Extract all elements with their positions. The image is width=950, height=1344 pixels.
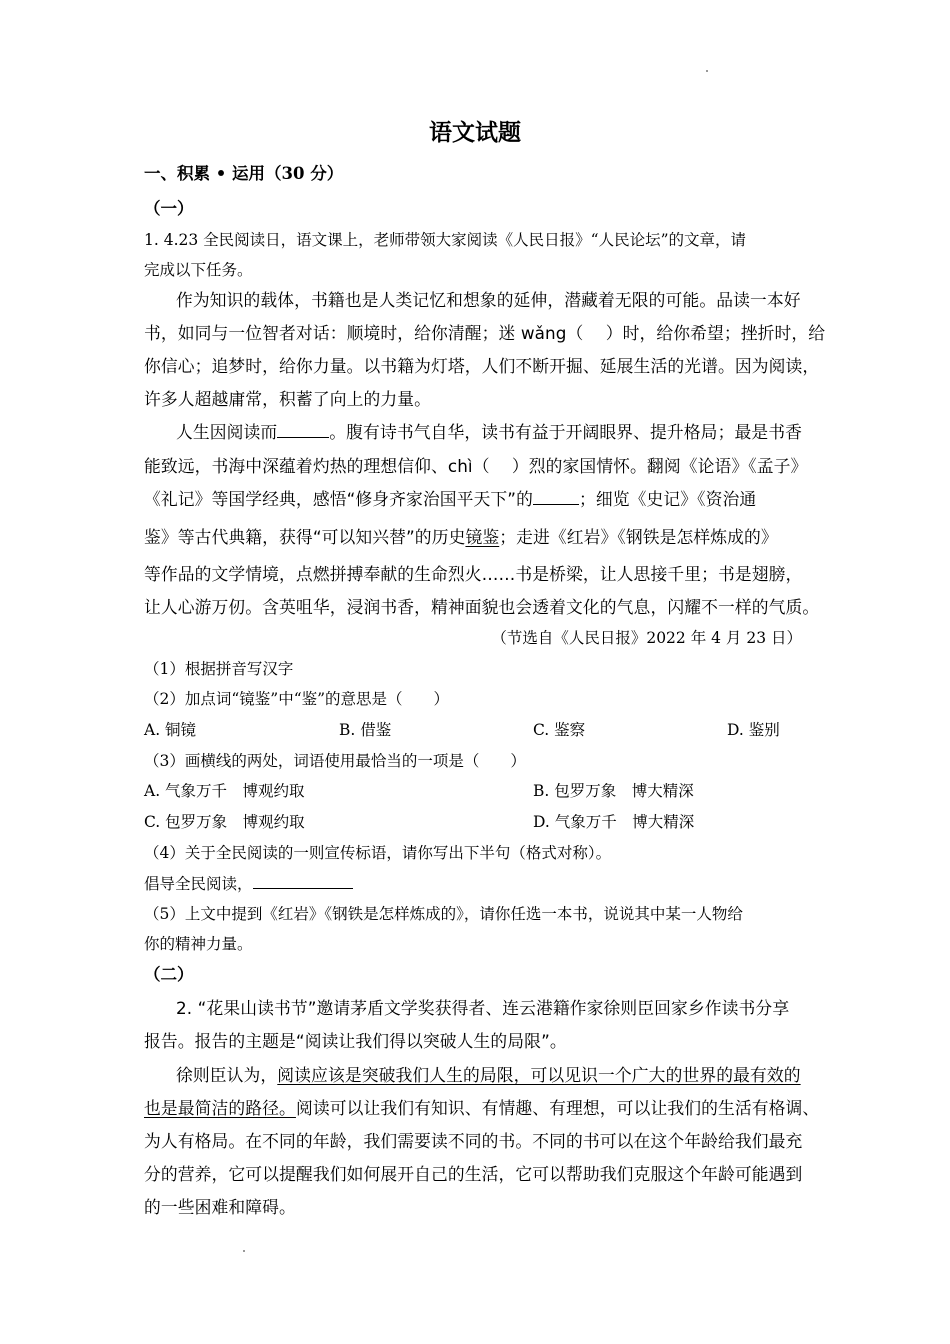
passage-line: [144, 524, 778, 548]
question-intro: 2. “花果山读书节”邀请茅盾文学奖获得者、连云港籍作家徐则臣回家乡作读书分享: [176, 998, 790, 1018]
page-mark: [706, 70, 708, 72]
section-heading: 一、积累 • 运用（30 分）: [144, 164, 344, 183]
slogan-line: [144, 872, 353, 894]
fill-blank-2: [533, 490, 579, 505]
page-title: 语文试题: [429, 119, 521, 146]
part-label: （一）: [144, 199, 194, 218]
option-c: C. 鉴察: [533, 721, 586, 739]
sub-question-1: （1）根据拼音写汉字: [144, 660, 294, 678]
passage-line: [176, 1062, 801, 1086]
passage-line: 让人心游万仞。含英咀华，浸润书香，精神面貌也会透着文化的气息，闪耀不一样的气质。: [144, 597, 820, 617]
option-d: D. 鉴别: [727, 721, 780, 739]
sub-question-4: （4）关于全民阅读的一则宣传标语，请你写出下半句（格式对称）。: [144, 844, 612, 862]
sub-question-5: 你的精神力量。: [144, 935, 253, 953]
passage-line: 能致远，书海中深蕴着灼热的理想信仰、chì（ ）烈的家国情怀。翻阅《论语》《孟子》: [144, 456, 808, 476]
passage-text: 徐则臣认为，: [176, 1065, 278, 1085]
slogan-prompt: 倡导全民阅读，: [144, 875, 253, 893]
passage-line: 为人有格局。在不同的年龄，我们需要读不同的书。不同的书可以在这个年龄给我们最充: [144, 1131, 803, 1151]
option-d: D. 气象万千 博大精深: [533, 813, 695, 831]
passage-text: 《礼记》等国学经典，感悟“修身齐家治国平天下”的: [144, 489, 533, 509]
passage-line: 分的营养，它可以提醒我们如何展开自己的生活，它可以帮助我们克服这个年龄可能遇到: [144, 1164, 803, 1184]
passage-source: （节选自《人民日报》2022 年 4 月 23 日）: [491, 629, 802, 647]
passage-line: 许多人超越庸常，积蓄了向上的力量。: [144, 389, 431, 409]
passage-line: [176, 419, 802, 443]
passage-text: 鉴》等古代典籍，获得“可以知兴替”的历史: [144, 527, 466, 547]
option-b: B. 包罗万象 博大精深: [533, 782, 694, 800]
passage-line: 你信心；追梦时，给你力量。以书籍为灯塔，人们不断开掘、延展生活的光谱。因为阅读，: [144, 356, 820, 376]
answer-blank: [253, 874, 353, 889]
option-a: A. 铜镜: [144, 721, 197, 739]
passage-line: 等作品的文学情境，点燃拼搏奉献的生命烈火……书是桥梁，让人思接千里；书是翅膀，: [144, 564, 803, 584]
question-intro: 报告。报告的主题是“阅读让我们得以突破人生的局限”。: [144, 1031, 567, 1051]
option-a: A. 气象万千 博观约取: [144, 782, 305, 800]
passage-line: 书，如同与一位智者对话：顺境时，给你清醒；迷 wǎng（ ）时，给你希望；挫折时，给: [144, 323, 826, 343]
question-intro: 1. 4.23 全民阅读日，语文课上，老师带领大家阅读《人民日报》“人民论坛”的文章，请: [144, 231, 747, 249]
sub-question-5: （5）上文中提到《红岩》《钢铁是怎样炼成的》，请你任选一本书，说说其中某一人物给: [144, 905, 743, 923]
page-mark: [243, 1250, 245, 1252]
passage-text: ；细览《史记》《资治通: [578, 489, 757, 509]
option-b: B. 借鉴: [339, 721, 392, 739]
passage-line: 作为知识的载体，书籍也是人类记忆和想象的延伸，潜藏着无限的可能。品读一本好: [176, 290, 801, 310]
passage-line: 的一些困难和障碍。: [144, 1197, 296, 1217]
passage-text: 。腹有诗书气自华，读书有益于开阔眼界、提升格局；最是书香: [329, 422, 802, 442]
sub-question-3: （3）画横线的两处，词语使用最恰当的一项是（ ）: [144, 752, 526, 770]
fill-blank-1: [277, 423, 329, 438]
passage-line: [144, 1095, 819, 1119]
sub-question-2: （2）加点词“镜鉴”中“鉴”的意思是（ ）: [144, 690, 450, 708]
option-c: C. 包罗万象 博观约取: [144, 813, 305, 831]
passage-line: [144, 486, 756, 510]
passage-text: 人生因阅读而: [176, 422, 278, 442]
underlined-sentence: 也是最简洁的路径。: [144, 1098, 296, 1118]
passage-text: 阅读可以让我们有知识、有情趣、有理想，可以让我们的生活有格调、: [295, 1098, 820, 1118]
dotted-word: 镜鉴: [465, 527, 500, 547]
passage-text: ；走进《红岩》《钢铁是怎样炼成的》: [499, 527, 778, 547]
part-label: （二）: [144, 965, 194, 984]
underlined-sentence: 阅读应该是突破我们人生的局限，可以见识一个广大的世界的最有效的: [277, 1065, 801, 1085]
question-intro: 完成以下任务。: [144, 261, 253, 279]
